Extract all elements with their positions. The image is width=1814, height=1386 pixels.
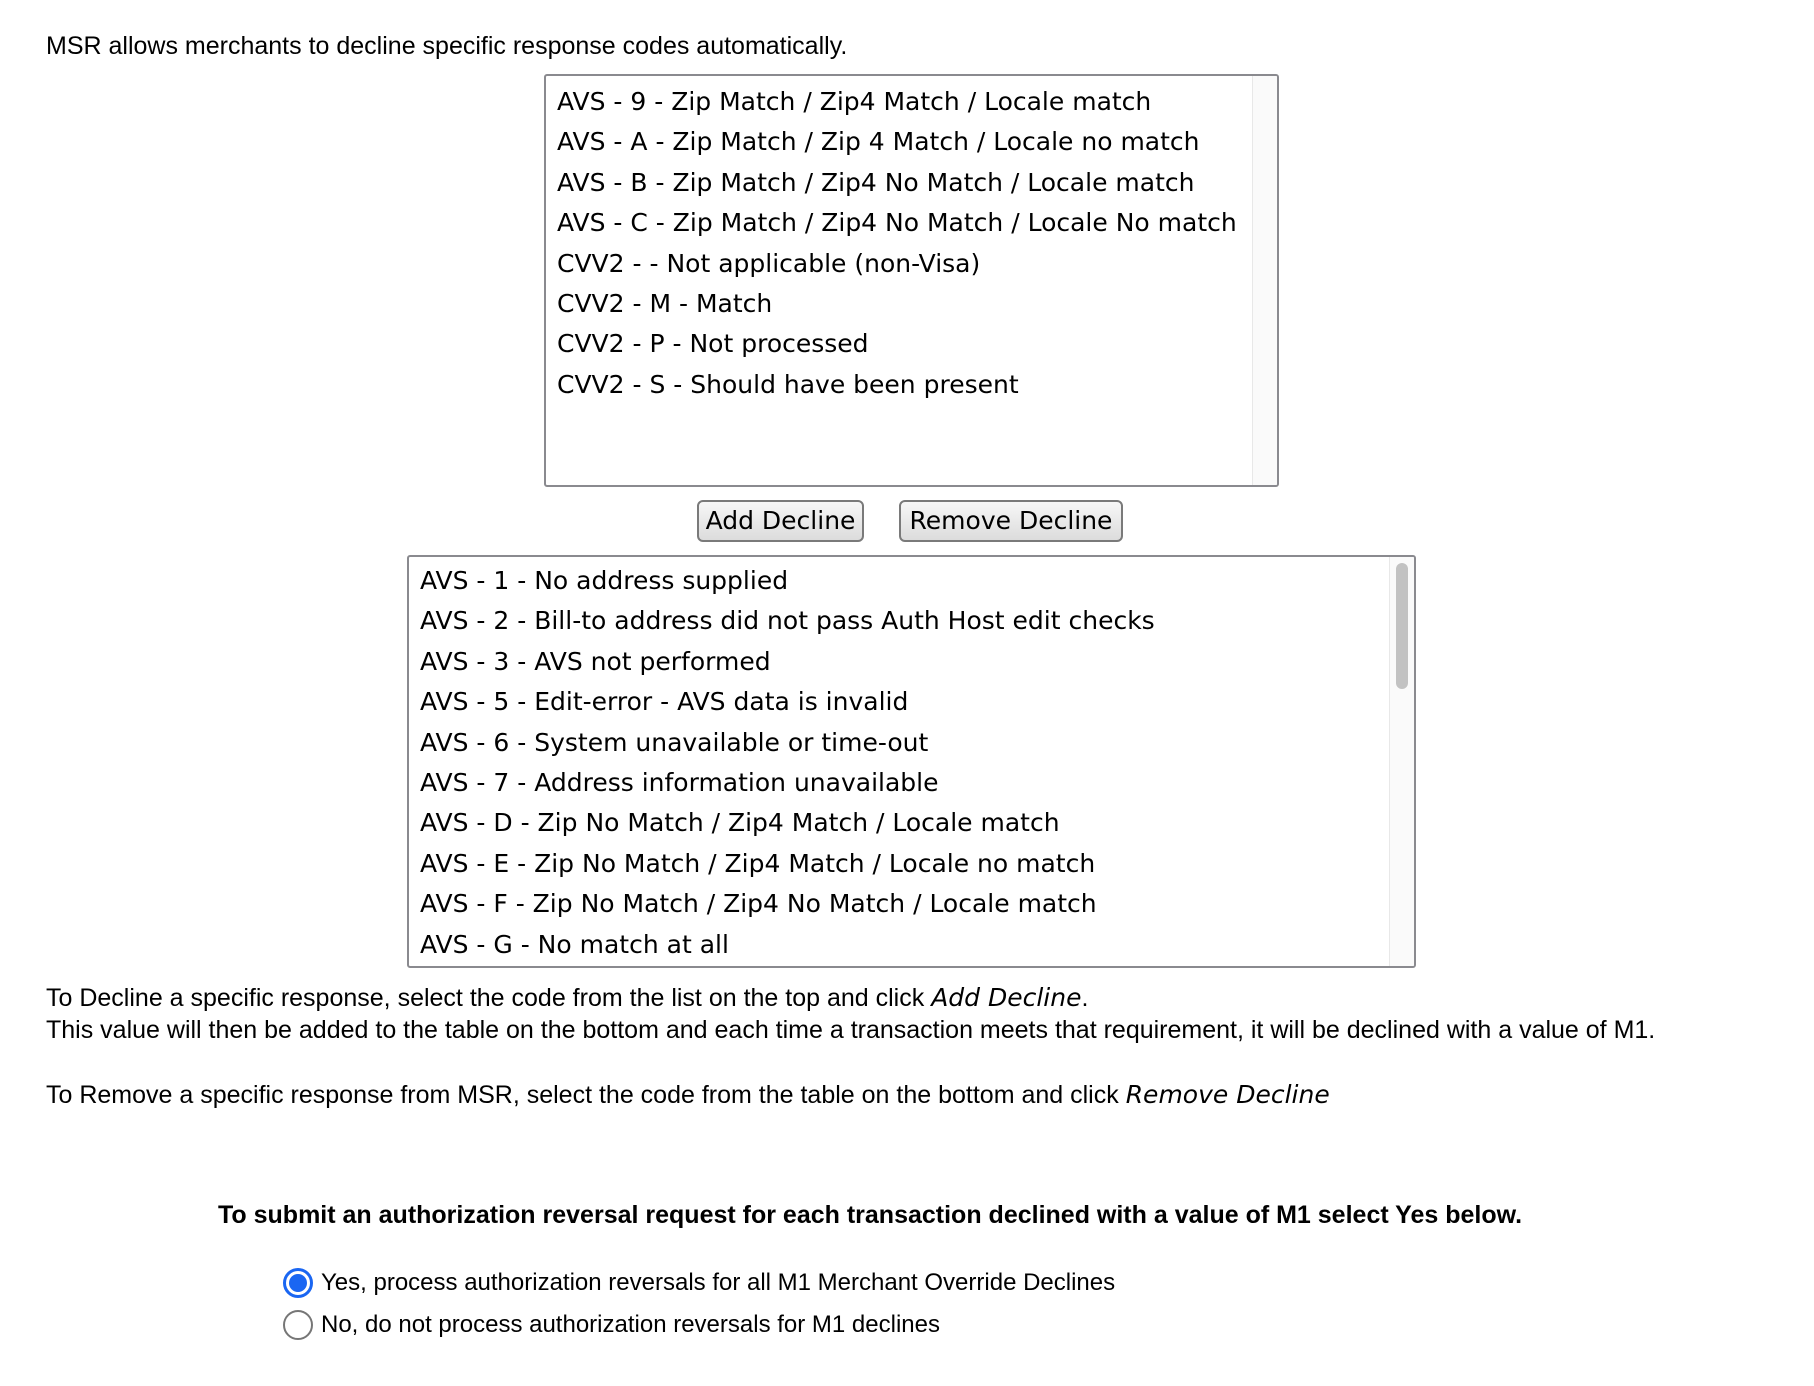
list-item[interactable]: AVS - 5 - Edit-error - AVS data is invalid	[420, 687, 909, 717]
available-codes-list	[546, 76, 1277, 405]
remove-instructions-text: To Remove a specific response from MSR, select the code from the table on the bottom and click	[46, 1081, 1126, 1109]
list-item[interactable]: CVV2 - S - Should have been present	[557, 369, 1019, 399]
declined-codes-list	[409, 557, 1414, 965]
available-codes-listbox[interactable]	[544, 74, 1279, 487]
list-item[interactable]: AVS - 6 - System unavailable or time-out	[420, 727, 929, 757]
available-codes-scrollbar[interactable]	[1252, 76, 1277, 485]
list-item[interactable]: CVV2 - P - Not processed	[557, 329, 869, 359]
reversal-no-radio[interactable]	[283, 1310, 313, 1340]
list-item[interactable]: AVS - A - Zip Match / Zip 4 Match / Locale no match	[557, 127, 1200, 157]
list-item[interactable]: CVV2 - M - Match	[557, 288, 773, 318]
reversal-yes-radio[interactable]	[283, 1268, 313, 1298]
list-item[interactable]: AVS - 1 - No address supplied	[420, 566, 789, 595]
list-item[interactable]: CVV2 - - Not applicable (non-Visa)	[557, 248, 981, 278]
intro-text: MSR allows merchants to decline specific response codes automatically.	[46, 32, 848, 60]
reversal-yes-label: Yes, process authorization reversals for all M1 Merchant Override Declines	[321, 1269, 1116, 1296]
list-item[interactable]: AVS - 7 - Address information unavailable	[420, 767, 939, 797]
reversal-yes-option[interactable]	[283, 1265, 1115, 1301]
list-item[interactable]: AVS - F - Zip No Match / Zip4 No Match / Locale match	[420, 889, 1097, 919]
list-item[interactable]: AVS - G - No match at all	[420, 929, 729, 959]
reversal-heading: To submit an authorization reversal request for each transaction declined with a value of M1 select Yes below.	[218, 1201, 1523, 1229]
list-item[interactable]: AVS - 9 - Zip Match / Zip4 Match / Locale match	[557, 87, 1152, 116]
decline-instructions	[46, 982, 1088, 1014]
list-item[interactable]: AVS - D - Zip No Match / Zip4 Match / Locale match	[420, 808, 1060, 838]
list-item[interactable]: AVS - E - Zip No Match / Zip4 Match / Locale no match	[420, 848, 1096, 878]
list-item[interactable]: AVS - C - Zip Match / Zip4 No Match / Locale No match	[557, 208, 1237, 238]
decline-instructions-text: To Decline a specific response, select the code from the list on the top and click	[46, 984, 932, 1012]
add-decline-button[interactable]: Add Decline	[697, 500, 864, 542]
reversal-no-label: No, do not process authorization reversals for M1 declines	[321, 1311, 940, 1338]
remove-decline-button[interactable]: Remove Decline	[899, 500, 1123, 542]
decline-explanation: This value will then be added to the table on the bottom and each time a transaction meets that requirement, it will be declined with a value of M1.	[46, 1016, 1656, 1044]
declined-codes-listbox[interactable]	[407, 555, 1416, 968]
list-item[interactable]: AVS - 3 - AVS not performed	[420, 646, 771, 676]
list-item[interactable]: AVS - 2 - Bill-to address did not pass Auth Host edit checks	[420, 606, 1155, 636]
list-item[interactable]: AVS - B - Zip Match / Zip4 No Match / Locale match	[557, 167, 1195, 197]
remove-decline-reference: Remove Decline	[1125, 1080, 1330, 1109]
reversal-no-option[interactable]	[283, 1307, 940, 1343]
scrollbar-thumb[interactable]	[1396, 563, 1408, 689]
add-decline-reference: Add Decline	[931, 983, 1082, 1012]
decline-instructions-end: .	[1081, 984, 1089, 1012]
remove-instructions	[46, 1079, 1330, 1111]
declined-codes-scrollbar[interactable]	[1389, 557, 1414, 966]
